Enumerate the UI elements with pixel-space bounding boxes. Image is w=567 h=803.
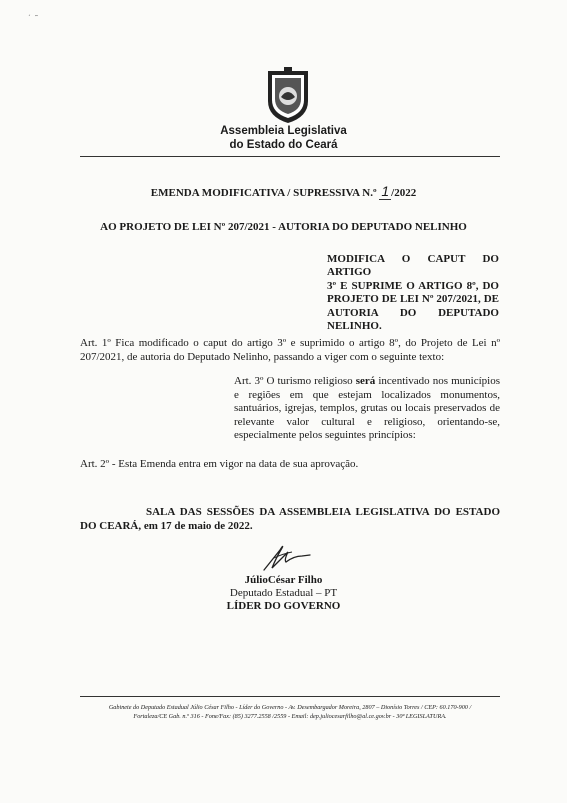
state-coat-of-arms-icon — [262, 67, 314, 125]
institution-name — [0, 124, 567, 152]
footer-divider — [80, 696, 500, 697]
summary-line: MODIFICA O CAPUT DO ARTIGO — [327, 253, 499, 279]
quote-text-bold: será — [355, 375, 376, 387]
signatory-position: LÍDER DO GOVERNO — [226, 600, 341, 612]
footer-line2: Fortaleza/CE Gab. n.º 316 - Fone/Fax: (85) 3277.2558 /2559 - Email: dep.juliocesarfilho@al.ce.gov.br - 30ª LEGISLATURA. — [133, 713, 447, 720]
amendment-year: /2022 — [391, 187, 417, 199]
header-divider — [80, 156, 500, 157]
signature-block — [0, 574, 567, 613]
summary-line: NELINHO. — [327, 320, 382, 333]
signatory-name: JúlioCésar Filho — [244, 574, 323, 586]
amendment-number: 1 — [381, 183, 390, 199]
institution-line2: do Estado do Ceará — [229, 139, 338, 151]
session-hall-closing: SALA DAS SESSÕES DA ASSEMBLEIA LEGISLATIVA DO ESTADO DO CEARÁ, em 17 de maio de 2022. — [80, 506, 500, 532]
amendment-title — [0, 183, 567, 199]
summary-line: AUTORIA DO DEPUTADO — [327, 306, 499, 319]
summary-block — [327, 253, 499, 333]
article-1: Art. 1º Fica modificado o caput do artigo 3º e suprimido o artigo 8º, do Projeto de Lei nº 207/2021, de autoria do Deputado Nelinho, passando a viger com o seguinte texto: — [80, 337, 500, 363]
scan-mark: ˊ ˜ — [28, 14, 38, 23]
signatory-role: Deputado Estadual – PT — [229, 587, 338, 599]
institution-line1: Assembleia Legislativa — [220, 125, 347, 137]
article-2: Art. 2º - Esta Emenda entra em vigor na data de sua aprovação. — [80, 458, 359, 470]
amendment-title-prefix: EMENDA MODIFICATIVA / SUPRESSIVA N.º — [150, 187, 377, 199]
quote-text-before: Art. 3º O turismo religioso — [234, 375, 356, 387]
bill-reference: AO PROJETO DE LEI Nº 207/2021 - AUTORIA DO DEPUTADO NELINHO — [100, 221, 467, 233]
signature-icon — [258, 538, 316, 574]
quoted-article-3 — [234, 375, 500, 443]
summary-line: PROJETO DE LEI Nº 207/2021, DE — [327, 293, 499, 306]
quote-text-after: incentivado nos municípios e regiões em que estejam localizados monumentos, santuários, igrejas, templos, grutas ou locais preservados de relevante valor cultural e religioso, orientando-se, especialmente pelos seguintes princípios: — [234, 375, 501, 442]
footer-line1: Gabinete do Deputado Estadual Júlio César Filho - Líder do Governo - Av. Desembargador Moreira, 2807 – Dionísio Torres / CEP: 60.170-900 / — [108, 704, 472, 711]
footer-address — [80, 703, 500, 721]
summary-line: 3º E SUPRIME O ARTIGO 8º, DO — [327, 279, 499, 292]
